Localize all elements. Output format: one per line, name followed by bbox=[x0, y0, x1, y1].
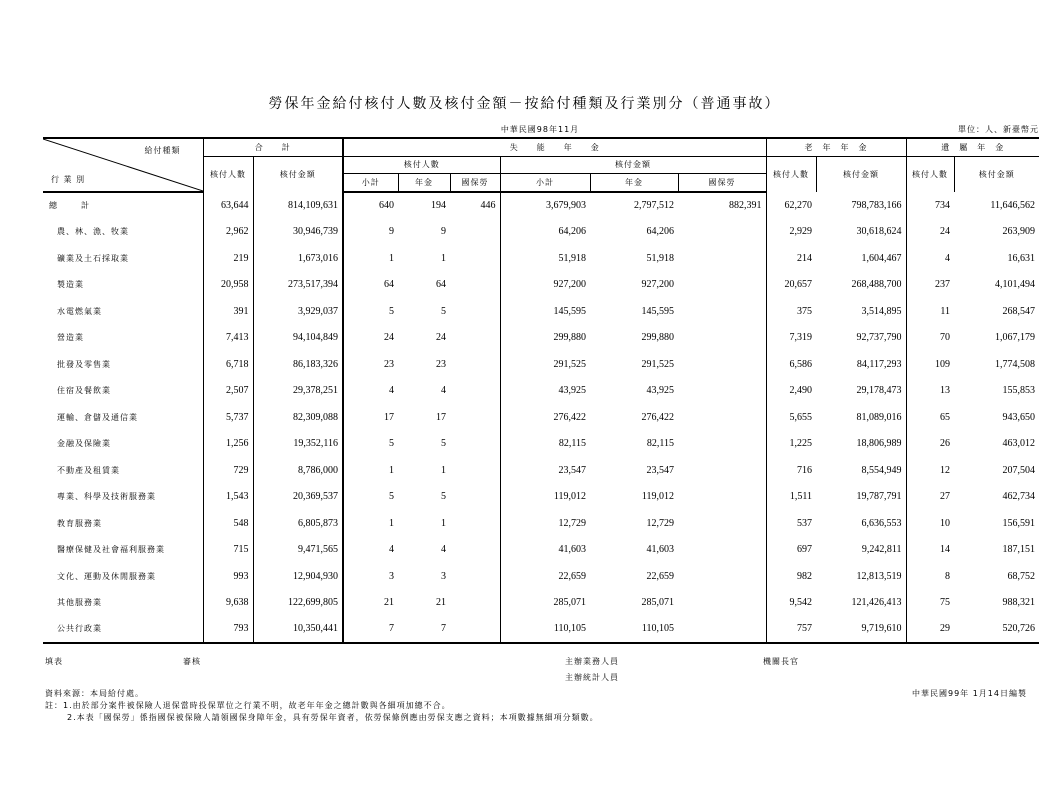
table-cell bbox=[450, 537, 500, 564]
signature-maker: 填表 bbox=[45, 657, 63, 666]
table-cell: 10,350,441 bbox=[253, 616, 343, 643]
table-cell: 9,242,811 bbox=[861, 544, 902, 556]
table-cell: 23 bbox=[436, 358, 446, 370]
header-dis-persons: 核付人數 bbox=[343, 156, 500, 173]
table-cell: 276,422 bbox=[500, 404, 590, 431]
signature-statistics-staff: 主辦統計人員 bbox=[565, 673, 619, 682]
table-cell bbox=[678, 457, 766, 484]
table-row bbox=[43, 245, 1039, 272]
table-cell: 109 bbox=[906, 351, 954, 378]
table-cell: 6,586 bbox=[766, 351, 816, 378]
table-cell: 24 bbox=[343, 325, 398, 352]
table-cell: 462,734 bbox=[1002, 491, 1035, 503]
table-cell: 2,929 bbox=[766, 219, 816, 246]
header-total-amount: 核付金額 bbox=[253, 156, 343, 192]
table-cell: 5 bbox=[343, 431, 398, 458]
table-cell: 194 bbox=[431, 200, 446, 212]
table-cell: 1 bbox=[441, 517, 446, 529]
row-label: 不動產及租賃業 bbox=[57, 465, 120, 475]
table-cell: 86,183,326 bbox=[253, 351, 343, 378]
table-cell: 9,542 bbox=[766, 590, 816, 617]
table-cell: 122,699,805 bbox=[253, 590, 343, 617]
table-cell: 268,488,700 bbox=[851, 279, 902, 291]
table-cell: 121,426,413 bbox=[851, 597, 902, 609]
table-cell: 20,657 bbox=[766, 272, 816, 299]
header-industry: 行 業 別 bbox=[51, 175, 86, 184]
table-cell bbox=[678, 272, 766, 299]
signature-agency-head: 機關長官 bbox=[763, 657, 799, 666]
table-cell bbox=[450, 616, 500, 643]
table-cell: 156,591 bbox=[1002, 517, 1035, 529]
table-cell: 6,805,873 bbox=[253, 510, 343, 537]
table-cell: 12 bbox=[906, 457, 954, 484]
table-cell: 463,012 bbox=[1002, 438, 1035, 450]
table-cell bbox=[450, 431, 500, 458]
header-dis-amount: 核付金額 bbox=[500, 156, 766, 173]
note-2 bbox=[45, 712, 599, 723]
table-cell: 697 bbox=[766, 537, 816, 564]
table-cell: 5 bbox=[343, 298, 398, 325]
table-cell bbox=[678, 484, 766, 511]
table-cell: 110,105 bbox=[590, 616, 678, 643]
row-label: 製造業 bbox=[57, 280, 84, 290]
table-cell: 23 bbox=[343, 351, 398, 378]
table-cell: 1,543 bbox=[203, 484, 253, 511]
row-label: 批發及零售業 bbox=[57, 359, 111, 369]
table-cell: 4 bbox=[441, 544, 446, 556]
table-cell: 12,813,519 bbox=[856, 570, 902, 582]
table-cell bbox=[450, 272, 500, 299]
table-cell: 64 bbox=[436, 279, 446, 291]
table-cell: 20,958 bbox=[203, 272, 253, 299]
table-cell: 1 bbox=[343, 245, 398, 272]
note-1: 註：1.由於部分案件被保險人退保當時投保單位之行業不明，故老年年金之總計數與各細項加總不合。 bbox=[45, 701, 451, 710]
table-cell: 988,321 bbox=[1002, 597, 1035, 609]
table-cell: 4 bbox=[441, 385, 446, 397]
table-cell: 12,729 bbox=[500, 510, 590, 537]
table-cell: 7 bbox=[343, 616, 398, 643]
table-cell: 62,270 bbox=[766, 192, 816, 219]
table-cell bbox=[678, 510, 766, 537]
table-cell: 23,547 bbox=[646, 464, 674, 476]
table-cell: 3,679,903 bbox=[500, 192, 590, 219]
table-cell: 8,554,949 bbox=[861, 464, 902, 476]
table-cell: 41,603 bbox=[646, 544, 674, 556]
table-cell: 14 bbox=[906, 537, 954, 564]
table-cell: 1 bbox=[441, 252, 446, 264]
table-row bbox=[43, 325, 1039, 352]
table-cell: 927,200 bbox=[641, 279, 674, 291]
table-cell: 20,369,537 bbox=[253, 484, 343, 511]
row-label: 教育服務業 bbox=[57, 518, 102, 528]
table-cell: 1,225 bbox=[766, 431, 816, 458]
table-cell bbox=[450, 510, 500, 537]
table-cell bbox=[450, 219, 500, 246]
table-cell: 13 bbox=[906, 378, 954, 405]
table-row bbox=[43, 590, 1039, 617]
table-cell bbox=[678, 616, 766, 643]
table-body bbox=[43, 192, 1039, 643]
table-cell: 4 bbox=[906, 245, 954, 272]
table-cell: 187,151 bbox=[1002, 544, 1035, 556]
table-cell bbox=[678, 404, 766, 431]
table-cell: 1,511 bbox=[766, 484, 816, 511]
table-cell: 17 bbox=[343, 404, 398, 431]
table-cell: 729 bbox=[203, 457, 253, 484]
table-cell bbox=[450, 590, 500, 617]
table-cell: 7,319 bbox=[766, 325, 816, 352]
table-row bbox=[43, 484, 1039, 511]
table-cell bbox=[678, 431, 766, 458]
table-row bbox=[43, 298, 1039, 325]
table-cell: 537 bbox=[766, 510, 816, 537]
row-label: 農、林、漁、牧業 bbox=[57, 227, 129, 237]
table-cell bbox=[678, 563, 766, 590]
table-cell: 982 bbox=[766, 563, 816, 590]
table-cell: 84,117,293 bbox=[856, 358, 902, 370]
table-cell: 3,929,037 bbox=[253, 298, 343, 325]
table-cell bbox=[450, 457, 500, 484]
table-cell: 63,644 bbox=[203, 192, 253, 219]
table-cell: 11,646,562 bbox=[990, 199, 1035, 211]
table-cell: 30,618,624 bbox=[856, 226, 902, 238]
table-cell: 75 bbox=[906, 590, 954, 617]
header-dis-amount-subtotal: 小計 bbox=[500, 173, 590, 192]
table-cell bbox=[678, 590, 766, 617]
table-cell: 9,638 bbox=[203, 590, 253, 617]
table-cell: 8 bbox=[906, 563, 954, 590]
table-cell: 299,880 bbox=[641, 332, 674, 344]
table-cell: 29,378,251 bbox=[253, 378, 343, 405]
row-label: 營造業 bbox=[57, 333, 84, 343]
table-cell: 299,880 bbox=[500, 325, 590, 352]
table-cell bbox=[450, 563, 500, 590]
header-disability: 失 能 年 金 bbox=[343, 138, 766, 156]
table-row bbox=[43, 272, 1039, 299]
table-cell: 21 bbox=[436, 597, 446, 609]
table-cell: 64 bbox=[343, 272, 398, 299]
table-cell: 1,604,467 bbox=[861, 252, 902, 264]
table-cell: 927,200 bbox=[500, 272, 590, 299]
table-cell bbox=[678, 351, 766, 378]
table-row bbox=[43, 510, 1039, 537]
table-cell: 520,726 bbox=[954, 616, 1039, 643]
table-cell bbox=[678, 378, 766, 405]
table-cell: 1,673,016 bbox=[253, 245, 343, 272]
table-cell: 4 bbox=[343, 537, 398, 564]
table-cell: 51,918 bbox=[646, 252, 674, 264]
table-cell bbox=[678, 219, 766, 246]
table-cell: 993 bbox=[203, 563, 253, 590]
table-cell: 8,786,000 bbox=[253, 457, 343, 484]
row-label: 運輸、倉儲及通信業 bbox=[57, 412, 138, 422]
table-cell bbox=[678, 245, 766, 272]
table-cell: 3 bbox=[441, 570, 446, 582]
unit-label: 單位：人、新臺幣元 bbox=[958, 125, 1039, 134]
table-cell: 814,109,631 bbox=[253, 192, 343, 219]
table-cell: 119,012 bbox=[641, 491, 674, 503]
table-cell: 110,105 bbox=[500, 616, 590, 643]
table-cell: 285,071 bbox=[500, 590, 590, 617]
header-old-amount: 核付金額 bbox=[816, 156, 906, 192]
table-cell: 21 bbox=[343, 590, 398, 617]
row-label: 金融及保險業 bbox=[57, 439, 111, 449]
table-cell: 27 bbox=[906, 484, 954, 511]
table-cell: 16,631 bbox=[1007, 252, 1035, 264]
table-cell: 43,925 bbox=[500, 378, 590, 405]
table-cell: 9,471,565 bbox=[253, 537, 343, 564]
table-cell: 11 bbox=[906, 298, 954, 325]
header-total-persons: 核付人數 bbox=[203, 156, 253, 192]
table-cell: 716 bbox=[766, 457, 816, 484]
table-cell: 18,806,989 bbox=[856, 438, 902, 450]
table-cell: 798,783,166 bbox=[851, 199, 902, 211]
table-cell: 29,178,473 bbox=[856, 385, 902, 397]
table-cell: 214 bbox=[766, 245, 816, 272]
table-cell: 4,101,494 bbox=[995, 279, 1035, 291]
table-cell: 70 bbox=[906, 325, 954, 352]
table-cell bbox=[450, 484, 500, 511]
header-dis-persons-subtotal: 小計 bbox=[343, 173, 398, 192]
table-row bbox=[43, 431, 1039, 458]
signature-business-staff: 主辦業務人員 bbox=[565, 657, 619, 666]
table-cell: 22,659 bbox=[500, 563, 590, 590]
table-cell: 24 bbox=[436, 332, 446, 344]
table-cell: 43,925 bbox=[646, 385, 674, 397]
table-cell: 237 bbox=[906, 272, 954, 299]
table-cell: 5 bbox=[441, 305, 446, 317]
table-cell: 145,595 bbox=[641, 305, 674, 317]
table-cell: 82,309,088 bbox=[253, 404, 343, 431]
table-cell: 793 bbox=[203, 616, 253, 643]
table-cell bbox=[450, 325, 500, 352]
table-cell: 81,089,016 bbox=[856, 411, 902, 423]
table-cell: 23,547 bbox=[500, 457, 590, 484]
table-cell: 285,071 bbox=[641, 597, 674, 609]
row-label: 礦業及土石採取業 bbox=[57, 253, 129, 263]
table-cell: 1,067,179 bbox=[995, 332, 1035, 344]
table-cell: 1 bbox=[343, 457, 398, 484]
header-surv-persons: 核付人數 bbox=[906, 156, 954, 192]
table-cell: 1,774,508 bbox=[995, 358, 1035, 370]
table-cell bbox=[450, 351, 500, 378]
table-cell: 548 bbox=[203, 510, 253, 537]
header-dis-persons-annuity: 年金 bbox=[398, 173, 450, 192]
table-cell: 68,752 bbox=[1007, 570, 1035, 582]
table-cell: 7 bbox=[398, 616, 450, 643]
row-label: 其他服務業 bbox=[57, 598, 102, 608]
header-old-age: 老 年 年 金 bbox=[766, 138, 906, 156]
table-cell bbox=[450, 298, 500, 325]
table-row bbox=[43, 351, 1039, 378]
header-benefit-type: 給付種類 bbox=[144, 146, 181, 155]
table-cell: 17 bbox=[436, 411, 446, 423]
table-cell: 1 bbox=[343, 510, 398, 537]
table-cell: 12,729 bbox=[646, 517, 674, 529]
table-cell: 263,909 bbox=[1002, 226, 1035, 238]
table-row bbox=[43, 219, 1039, 246]
table-cell: 26 bbox=[906, 431, 954, 458]
table-cell: 5 bbox=[343, 484, 398, 511]
table-cell: 446 bbox=[480, 200, 496, 212]
table-cell: 41,603 bbox=[500, 537, 590, 564]
table-cell: 22,659 bbox=[646, 570, 674, 582]
table-cell: 2,490 bbox=[766, 378, 816, 405]
table-row bbox=[43, 537, 1039, 564]
row-label: 住宿及餐飲業 bbox=[57, 386, 111, 396]
table-cell: 6,718 bbox=[203, 351, 253, 378]
table-cell: 3 bbox=[343, 563, 398, 590]
table-cell bbox=[678, 325, 766, 352]
row-label: 文化、運動及休閒服務業 bbox=[57, 571, 156, 581]
table-row bbox=[43, 192, 1039, 219]
table-cell: 715 bbox=[203, 537, 253, 564]
table-cell: 882,391 bbox=[729, 200, 762, 212]
table-cell: 3,514,895 bbox=[861, 305, 902, 317]
page-title: 勞保年金給付核付人數及核付金額－按給付種類及行業別分（普通事故） bbox=[268, 96, 781, 112]
table-cell: 155,853 bbox=[1002, 385, 1035, 397]
table-cell: 12,904,930 bbox=[253, 563, 343, 590]
table-cell: 29 bbox=[906, 616, 954, 643]
table-cell: 2,797,512 bbox=[634, 200, 674, 212]
table-cell: 5 bbox=[441, 438, 446, 450]
table-cell: 734 bbox=[906, 192, 954, 219]
table-cell: 19,352,116 bbox=[253, 431, 343, 458]
table-cell: 391 bbox=[203, 298, 253, 325]
table-cell: 30,946,739 bbox=[253, 219, 343, 246]
table-cell bbox=[450, 245, 500, 272]
table-cell: 375 bbox=[766, 298, 816, 325]
table-cell: 9,719,610 bbox=[816, 616, 906, 643]
table-cell: 5,737 bbox=[203, 404, 253, 431]
table-cell: 1,256 bbox=[203, 431, 253, 458]
table-cell: 19,787,791 bbox=[856, 491, 902, 503]
table-cell bbox=[678, 537, 766, 564]
table-cell: 64,206 bbox=[500, 219, 590, 246]
table-cell bbox=[450, 378, 500, 405]
row-label: 總 計 bbox=[49, 201, 89, 211]
table-cell: 82,115 bbox=[500, 431, 590, 458]
row-label: 醫療保健及社會福利服務業 bbox=[57, 545, 165, 555]
header-survivor: 遺 屬 年 金 bbox=[906, 138, 1039, 156]
table-cell: 291,525 bbox=[500, 351, 590, 378]
table-cell: 1 bbox=[441, 464, 446, 476]
data-source: 資料來源：本局給付處。 bbox=[45, 689, 144, 698]
table-cell: 94,104,849 bbox=[253, 325, 343, 352]
row-label: 專業、科學及技術服務業 bbox=[57, 492, 156, 502]
table-cell: 2,962 bbox=[203, 219, 253, 246]
row-label: 水電燃氣業 bbox=[57, 306, 102, 316]
row-label: 公共行政業 bbox=[43, 616, 203, 643]
compiled-date: 中華民國99年 1月14日編製 bbox=[912, 689, 1027, 698]
header-total: 合 計 bbox=[203, 138, 343, 156]
table-cell: 4 bbox=[343, 378, 398, 405]
table-cell bbox=[450, 404, 500, 431]
table-cell: 2,507 bbox=[203, 378, 253, 405]
table-cell: 6,636,553 bbox=[861, 517, 902, 529]
header-dis-amount-national: 國保勞 bbox=[678, 173, 766, 192]
table-cell: 64,206 bbox=[646, 226, 674, 238]
note-2-text: 2.本表「國保勞」係指國保被保險人請領國保身障年金，具有勞保年資者，依勞保條例應由勞保支應之資料；本項數據無細項分類數。 bbox=[67, 713, 599, 722]
table-row bbox=[43, 457, 1039, 484]
table-cell: 7,413 bbox=[203, 325, 253, 352]
table-cell: 640 bbox=[343, 192, 398, 219]
table-cell: 757 bbox=[766, 616, 816, 643]
header-dis-persons-national: 國保勞 bbox=[450, 173, 500, 192]
table-cell: 943,650 bbox=[1002, 411, 1035, 423]
table-cell: 24 bbox=[906, 219, 954, 246]
header-surv-amount: 核付金額 bbox=[954, 156, 1039, 192]
table-cell: 119,012 bbox=[500, 484, 590, 511]
table-cell: 82,115 bbox=[646, 438, 674, 450]
table-cell: 219 bbox=[203, 245, 253, 272]
table-cell: 5,655 bbox=[766, 404, 816, 431]
table-row bbox=[43, 563, 1039, 590]
table-cell: 9 bbox=[441, 226, 446, 238]
statistics-table bbox=[43, 137, 1039, 644]
table-cell: 10 bbox=[906, 510, 954, 537]
signature-auditor: 審核 bbox=[183, 657, 201, 666]
table-row bbox=[43, 616, 1039, 643]
table-cell: 276,422 bbox=[641, 411, 674, 423]
diagonal-header-cell bbox=[43, 138, 203, 192]
table-cell: 51,918 bbox=[500, 245, 590, 272]
table-cell: 268,547 bbox=[1002, 305, 1035, 317]
table-cell: 207,504 bbox=[1002, 464, 1035, 476]
table-cell: 92,737,790 bbox=[856, 332, 902, 344]
table-cell: 145,595 bbox=[500, 298, 590, 325]
table-cell: 5 bbox=[441, 491, 446, 503]
header-dis-amount-annuity: 年金 bbox=[590, 173, 678, 192]
table-cell: 9 bbox=[343, 219, 398, 246]
table-cell: 273,517,394 bbox=[253, 272, 343, 299]
table-row bbox=[43, 404, 1039, 431]
header-old-persons: 核付人數 bbox=[766, 156, 816, 192]
table-cell: 291,525 bbox=[641, 358, 674, 370]
table-cell bbox=[678, 298, 766, 325]
table-row bbox=[43, 378, 1039, 405]
report-period: 中華民國98年11月 bbox=[500, 125, 580, 134]
table-cell: 65 bbox=[906, 404, 954, 431]
